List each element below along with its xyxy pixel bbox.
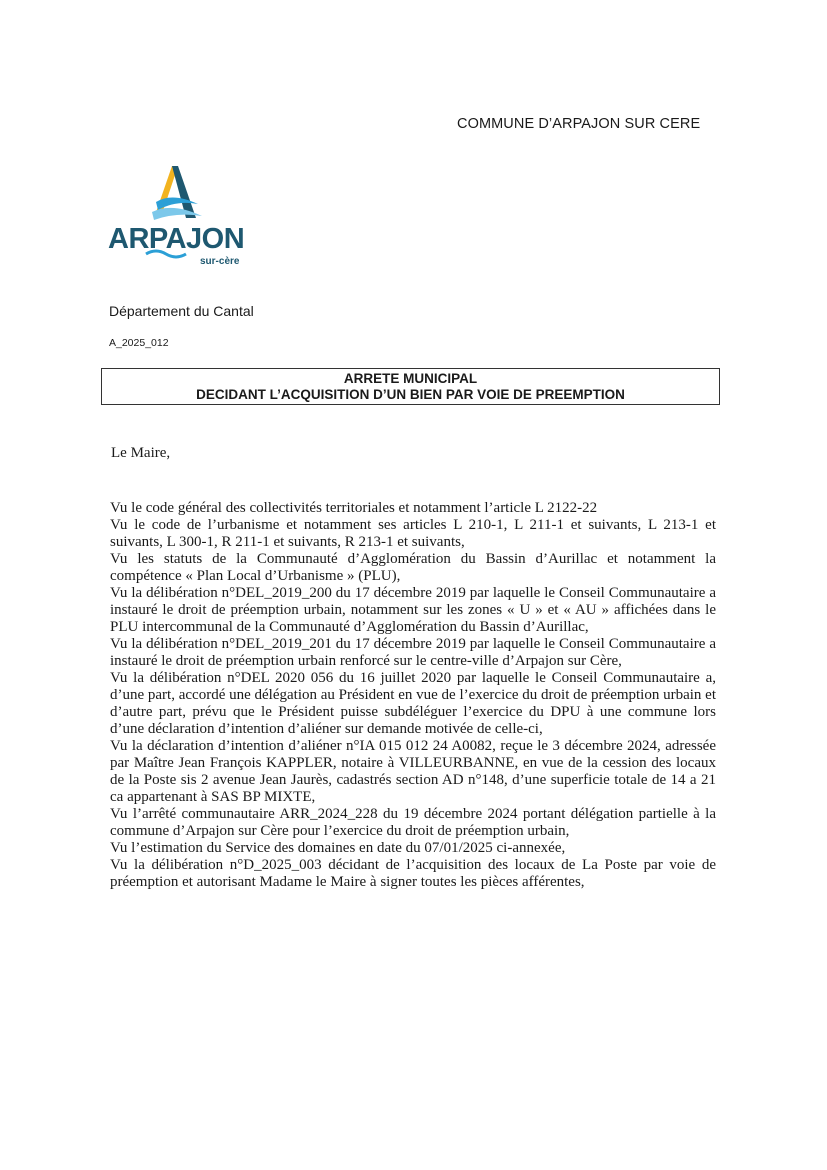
consideration-paragraph: Vu la délibération n°DEL_2019_201 du 17 décembre 2019 par laquelle le Conseil Communautaire a instauré le droit de préemption urbain renforcé sur le centre-ville d’Arpajon sur Cère, xyxy=(110,636,716,669)
department-label: Département du Cantal xyxy=(109,303,254,319)
consideration-paragraph: Vu la délibération n°DEL 2020 056 du 16 juillet 2020 par laquelle le Conseil Communautaire a, d’une part, accordé une délégation au Président en vue de l’exercice du droit de préemption urbain et d’autre part, prévu que le Président puisse subdéléguer l’exercice du DPU à une commune lors d’une déclaration d’intention d’aliéner sur demande motivée de celle-ci, xyxy=(110,670,716,737)
consideration-paragraph: Vu la déclaration d’intention d’aliéner n°IA 015 012 24 A0082, reçue le 3 décembre 2024, adressée par Maître Jean François KAPPLER, notaire à VILLEURBANNE, en vue de la cession des locaux de la Poste sis 2 avenue Jean Jaurès, cadastrés section AD n°148, d’une superficie totale de 14 a 21 ca appartenant à SAS BP MIXTE, xyxy=(110,738,716,805)
considerations xyxy=(110,500,716,891)
consideration-paragraph: Vu l’estimation du Service des domaines en date du 07/01/2025 ci-annexée, xyxy=(110,840,566,856)
reference-number: A_2025_012 xyxy=(109,337,169,349)
consideration-paragraph: Vu la délibération n°DEL_2019_200 du 17 décembre 2019 par laquelle le Conseil Communautaire a instauré le droit de préemption urbain, notamment sur les zones « U » et « AU » affichées dans le PLU intercommunal de la Communauté d’Agglomération du Bassin d’Aurillac, xyxy=(110,585,716,635)
consideration-paragraph: Vu l’arrêté communautaire ARR_2024_228 du 19 décembre 2024 portant délégation partielle à la commune d’Arpajon sur Cère pour l’exercice du droit de préemption urbain, xyxy=(110,806,716,839)
consideration-paragraph: Vu la délibération n°D_2025_003 décidant de l’acquisition des locaux de La Poste par voie de préemption et autorisant Madame le Maire à signer toutes les pièces afférentes, xyxy=(110,857,716,890)
logo-wave-bottom xyxy=(152,208,202,220)
consideration-paragraph: Vu les statuts de la Communauté d’Agglomération du Bassin d’Aurillac et notamment la compétence « Plan Local d’Urbanisme » (PLU), xyxy=(110,551,716,584)
salutation: Le Maire, xyxy=(111,445,171,461)
logo-wordmark: ARPAJON xyxy=(108,223,245,255)
title-box xyxy=(101,368,720,405)
consideration-paragraph: Vu le code général des collectivités territoriales et notamment l’article L 2122-22 xyxy=(110,500,598,516)
title-line-1: ARRETE MUNICIPAL xyxy=(343,371,478,386)
commune-name: COMMUNE D’ARPAJON SUR CERE xyxy=(457,116,701,132)
arpajon-logo xyxy=(106,162,246,274)
consideration-paragraph: Vu le code de l’urbanisme et notamment ses articles L 210-1, L 211-1 et suivants, L 213-1 et suivants, L 300-1, R 211-1 et suivants, R 213-1 et suivants, xyxy=(110,517,716,550)
logo-subtext: sur-cère xyxy=(200,256,240,267)
title-line-2: DECIDANT L’ACQUISITION D’UN BIEN PAR VOIE DE PREEMPTION xyxy=(196,387,625,402)
